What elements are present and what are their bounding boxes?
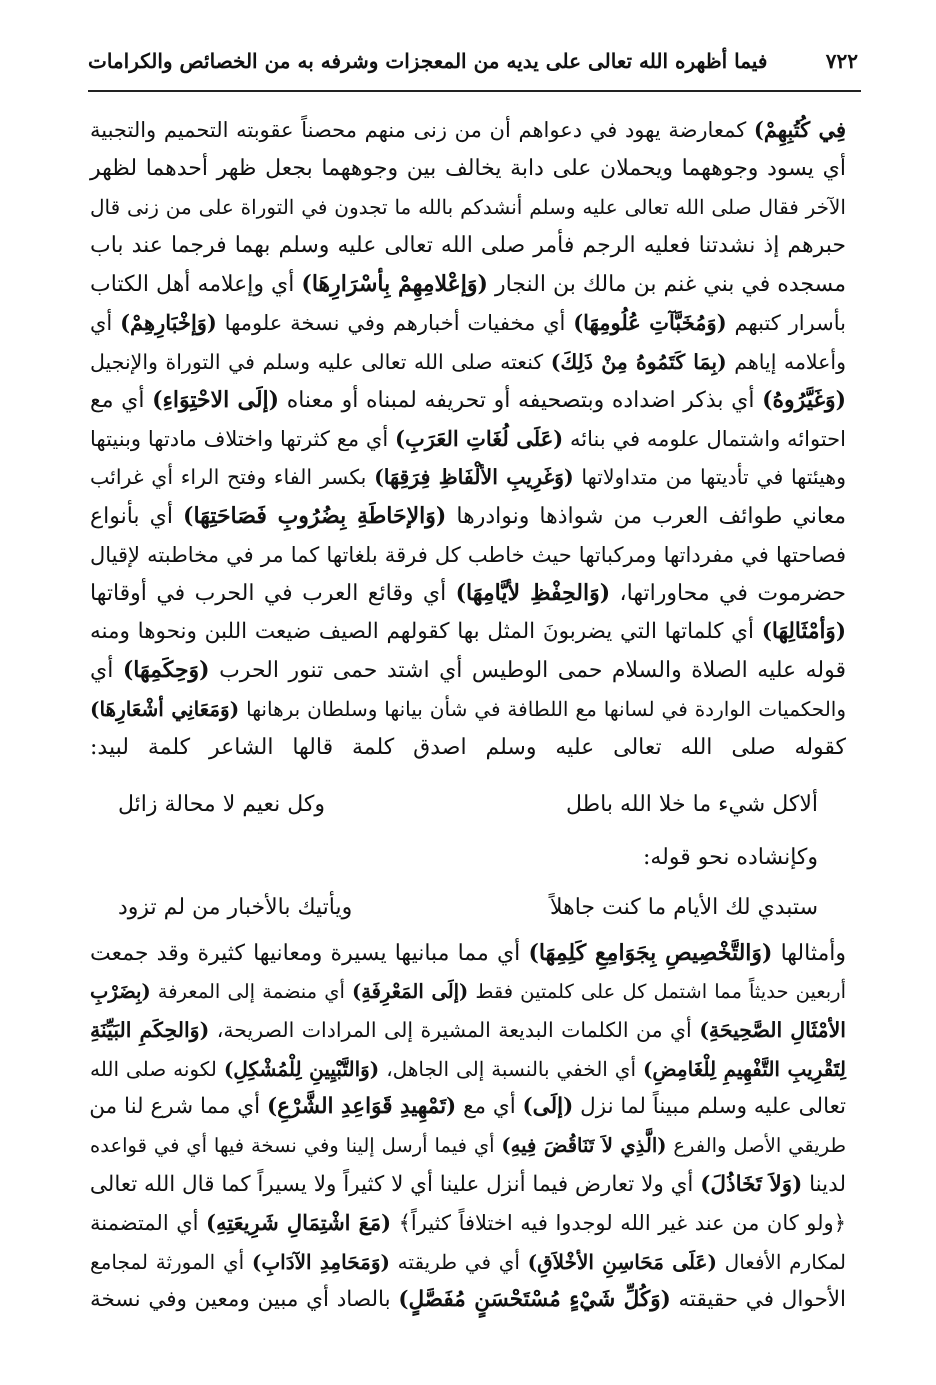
commentary-text: أي المورثة لمجامع [90,1249,252,1274]
text-line [90,231,846,261]
commentary-text: والحكميات الواردة في لسانها مع اللطافة في شأن بيانها وسلطان برهانها [239,697,846,721]
text-line [90,938,846,969]
text-line [90,1285,846,1315]
commentary-text: بأسرار كتبهم [726,311,846,335]
commentary-text: أربعين حديثاً مما اشتمل كل على كلمتين فقط [468,979,846,1003]
text-line [90,617,846,647]
commentary-text: أي مما شرع لنا من [89,1094,267,1120]
text-line [90,1092,846,1122]
verse-hemistich: ألاكل شيء ما خلا الله باطل [566,792,818,817]
text-line [90,462,846,492]
text-line [90,154,846,184]
commentary-text: أي مع [456,1094,523,1120]
commentary-text: أي [90,658,123,684]
bold-matn-text: (وَالحِفْظِ لأيَّامِهَا) [455,580,611,607]
verse-2 [118,893,818,923]
commentary-text: أي بأنواع [90,504,184,529]
bold-matn-text: (إلَى المَعْرِفَةِ) [351,979,469,1003]
bold-matn-text: (وَغَيَّرُوهُ) [762,387,846,414]
commentary-text: أي كلماتها التي يضربونَ المثل بها كقولهم الصيف ضيعت اللبن ونحوها ومنه [90,618,762,644]
commentary-text: حضرموت في محاوراتها، [610,581,846,607]
text-line [90,192,846,222]
commentary-text: وهيئتها في تأديتها من متداولاتها [573,465,846,490]
commentary-text: مسجده في بني غنم بن مالك بن النجار [487,272,846,298]
commentary-text: أي وقائع العرب في الحرب في أوقاتها [90,581,456,607]
commentary-text: وأمثالها [772,941,846,966]
text-line [90,655,846,686]
commentary-text: بالصاد أي مبين ومعين وفي نسخة [90,1287,399,1313]
text-line [90,578,846,609]
commentary-text: حبرهم إذ نشدتنا فعليه الرجم فأمر صلى الله تعالى عليه وسلم بهما فرجما عند باب [90,232,846,258]
text-line [90,385,846,416]
commentary-text: احتوائه واشتمال علومه في بنائه [563,426,847,451]
verse-hemistich: ستبدي لك الأيام ما كنت جاهلاً [549,895,818,920]
bold-matn-text: (إلَى الاحْتِوَاءِ) [152,387,280,414]
text-line [90,1247,846,1277]
text-line [90,1054,846,1084]
text-line [90,308,846,338]
commentary-text: أي ولا تعارض فيما أنزل علينا أي لا كثيراً ولا يسيراً كما قال الله تعالى [89,1171,701,1197]
text-line [90,733,846,763]
commentary-text: لمكارم الأفعال [716,1249,847,1274]
commentary-text: معاني طوائف العرب من شواذها ونوادرها [446,504,846,529]
bold-matn-text: (وَمَعَانِي أشْعَارِهَا) [90,697,240,721]
commentary-text: أي مع [90,388,153,414]
bold-matn-text: (وَالتَّبْيِينِ لِلْمُشْكِلِ) [223,1056,380,1081]
commentary-text: أي من الكلمات البديعة المشيرة إلى المرادات الصريحة، [209,1018,700,1043]
header-rule [88,90,861,92]
commentary-text: بكسر الفاء وفتح الراء أي غرائب [90,465,375,490]
bold-matn-text: (عَلَى مَحَاسِنِ الأخْلاَقِ) [527,1249,717,1274]
bold-matn-text: (مَعَ اشْتِمَالِ شَرِيعَتِهِ) [206,1210,392,1236]
text-line [90,1170,846,1200]
commentary-text: فصاحتها في مفرداتها ومركباتها حيث خاطب كل فرقة بلغاتها كما مر في مخاطبته لإقيال [90,542,846,567]
commentary-text: لكونه صلى الله [90,1056,224,1081]
text-line [90,1208,846,1238]
commentary-text: أي المتضمنة [90,1211,207,1236]
verse-1 [118,790,818,820]
bold-matn-text: (وَكُلِّ شَيْءٍ مُسْتَحْسَنٍ مُفَصَّلٍ) [398,1287,671,1313]
commentary-text: أي في طريقته [389,1249,528,1274]
bold-matn-text: (عَلَى لُغَاتِ العَرَبِ) [395,425,564,451]
text-line [90,347,846,377]
text-line [90,1015,846,1045]
bold-matn-text: فِي كُتُبِهِمْ) [753,117,846,142]
text-line [90,424,846,454]
commentary-text: أي بذكر اضداده وبتصحيفه أو تحريفه لمبناه أو معناه [279,388,763,414]
bold-matn-text: (وَمُخَبَّآتِ عُلُومِهَا) [573,310,727,335]
bold-matn-text: (وَغَرِيبِ الألْفَاظِ فِرَقِهَا) [374,465,574,490]
text-line [90,540,846,570]
page-number: ٧٢٢ [825,49,858,73]
bold-matn-text: (الَّذِي لاَ تَنَاقُضَ فِيهِ) [501,1134,667,1157]
bold-matn-text: (وَالحِكَمِ البَيِّنَةِ [90,1018,210,1043]
bold-matn-text: (وَإعْلامِهِمْ بِأسْرَارِهَا) [301,271,488,298]
commentary-text: أي مما مبانيها يسيرة ومعانيها كثيرة وقد جمعت [90,941,529,966]
commentary-text: ﴿ولو كان من عند غير الله لوجدوا فيه اختلافاً كثيراً﴾ [391,1211,846,1236]
commentary-text: أي مع كثرتها واختلاف مادتها وبنيتها [90,426,396,451]
bold-matn-text: (بِمَا كَتَمُوهُ مِنْ ذَلِكَ) [550,349,727,374]
bold-matn-text: لِتَقْرِيبِ التَّفْهِيمِ لِلْغَامِضِ) [642,1056,846,1081]
commentary-text: كقوله صلى الله تعالى عليه وسلم اصدق كلمة قالها الشاعر كلمة لبيد: [90,734,846,760]
verse-hemistich: وكل نعيم لا محالة زائل [118,792,326,817]
bold-matn-text: (إلَى) [522,1094,574,1120]
commentary-text: أي الخفي بالنسبة إلى الجاهل، [379,1056,643,1081]
bold-matn-text: (وَمَحَامِدِ الآدَابِ) [251,1249,390,1274]
commentary-text: طريقي الأصل والفرع [666,1134,846,1157]
text-line [90,977,846,1007]
commentary-text: أي منضمة إلى المعرفة [150,979,352,1003]
bold-matn-text: (وَالتَّخْصِيصِ بِجَوَامِعِ كَلِمِهَا) [528,940,773,966]
commentary-text: قوله عليه الصلاة والسلام حمى الوطيس أي اشتد حمى تنور الحرب [209,658,846,684]
bold-matn-text: (وَإخْبَارِهِمْ) [120,310,217,335]
commentary-text: وأعلامه إياهم [726,349,846,374]
bold-matn-text: (وَحِكَمِهَا) [122,657,210,684]
commentary-text: تعالى عليه وسلم مبيناً لما نزل [573,1094,846,1120]
commentary-text: أي [90,311,121,335]
commentary-text: أي يسود وجوههما ويحملان على دابة يخالف بين وجوههما بجعل ظهر أحدهما لظهر [90,155,846,181]
bold-matn-text: (وَأمْثَالِهَا) [761,618,846,644]
text-line [90,269,846,300]
text-line [90,1131,846,1161]
commentary-text: أي مخفيات أخبارهم وفي نسخة علومها [216,311,574,335]
commentary-text: أي فيما أرسل إلينا وفي نسخة فيها أي في قواعده [90,1134,502,1157]
commentary-text: أي وإعلامه أهل الكتاب [90,272,302,298]
commentary-text: كنعته صلى الله تعالى عليه وسلم في التوراة والإنجيل [90,349,551,374]
verse-intro: وكإنشاده نحو قوله: [642,845,818,870]
commentary-text: الأحوال في حقيقته [670,1287,846,1313]
bold-matn-text: الأمْثَالِ الصَّحِيحَةِ) [699,1018,846,1043]
running-title: فيما أظهره الله تعالى على يديه من المعجزات وشرفه به من الخصائص والكرامات [88,49,768,73]
commentary-text: الآخر فقال صلى الله تعالى عليه وسلم أنشدكم بالله ما تجدون في التوراة على من زنى قال [90,195,846,220]
page-header [88,44,858,78]
verse-hemistich: ويأتيك بالأخبار من لم تزود [118,895,353,920]
bold-matn-text: (بِضَرْبِ [90,979,151,1003]
text-line [90,694,846,724]
commentary-text: لدينا [802,1171,846,1197]
bold-matn-text: (تَمْهِيدِ قَوَاعِدِ الشَّرْعِ) [266,1094,457,1120]
bold-matn-text: (وَلاَ تَخَاذُلَ) [700,1171,803,1197]
text-line [90,115,846,145]
commentary-text: كمعارضة يهود في دعواهم أن من زنى منهم محصناً عقوبته التحميم والتجبية [90,118,754,142]
bold-matn-text: (وَالإحَاطَةِ بِضُرُوبِ فَصَاحَتِهَا) [183,503,447,529]
text-line [90,501,846,532]
